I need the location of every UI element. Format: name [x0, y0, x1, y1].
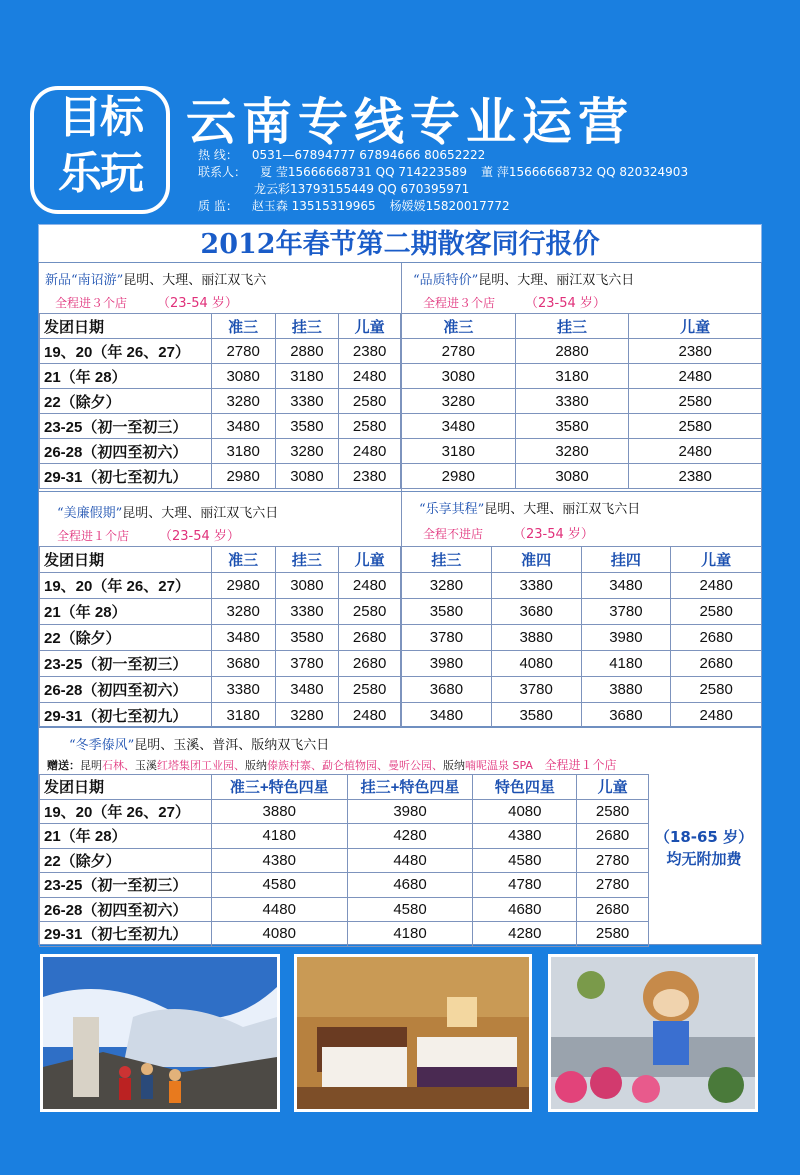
qc-label: 质 监： [198, 199, 238, 213]
price-cell: 3480 [581, 573, 671, 599]
gift-city: 昆明 [80, 759, 102, 772]
table-row [402, 339, 762, 364]
price-cell: 3280 [275, 439, 339, 464]
price-cell: 3780 [275, 651, 339, 677]
price-cell: 4280 [473, 922, 577, 947]
gift-city: 玉溪 [135, 759, 157, 772]
price-cell: 3080 [275, 464, 339, 489]
price-cell: 2480 [339, 703, 401, 729]
price-cell: 3180 [211, 439, 275, 464]
gift-item: 喃呢温泉 SPA [465, 759, 533, 772]
price-cell: 2480 [339, 573, 401, 599]
contact-info [198, 147, 702, 215]
side-surcharge-note: 均无附加费 [666, 850, 742, 868]
price-cell: 2580 [339, 677, 401, 703]
table-row [40, 873, 649, 898]
price-cell: 3380 [275, 389, 339, 414]
price-cell: 3380 [491, 573, 581, 599]
shop-note: 全程进３个店 [55, 296, 128, 310]
column-header: 挂三+特色四星 [347, 775, 473, 800]
price-cell: 4580 [347, 897, 473, 922]
price-cell: 2780 [402, 339, 516, 364]
departure-date: 22（除夕） [40, 625, 212, 651]
contact-1: 夏 莹15666668731 QQ 714223589 [260, 165, 468, 179]
price-cell: 2480 [629, 439, 762, 464]
table-row [402, 651, 762, 677]
contact-3: 龙云彩13793155449 QQ 670395971 [254, 182, 470, 196]
price-cell: 3880 [211, 799, 347, 824]
price-cell: 2980 [402, 464, 516, 489]
price-cell: 3280 [402, 573, 492, 599]
price-table-lexiang [401, 546, 762, 729]
hotel-room-photo [294, 954, 532, 1112]
price-table-dongji [39, 774, 649, 947]
price-cell: 3080 [402, 364, 516, 389]
departure-date: 23-25（初一至初三） [40, 873, 212, 898]
column-header: 儿童 [339, 547, 401, 573]
table-row [402, 389, 762, 414]
price-cell: 2580 [671, 599, 762, 625]
price-cell: 3480 [402, 414, 516, 439]
hotline-numbers: 0531—67894777 67894666 80652222 [251, 148, 486, 162]
price-cell: 3780 [491, 677, 581, 703]
departure-date: 29-31（初七至初九） [40, 464, 212, 489]
hotline-label: 热 线： [198, 148, 238, 162]
price-cell: 2580 [577, 922, 649, 947]
logo-line-1: 目标 [58, 92, 142, 143]
route: 昆明、大理、丽江双飞六日 [484, 502, 641, 517]
table-row [402, 625, 762, 651]
column-header: 准三 [402, 314, 516, 339]
product-name: “美廉假期” [57, 506, 123, 521]
side-age: （18-65 岁） [654, 828, 754, 846]
section-heading-lexiang [419, 498, 640, 517]
product-name: 新品“南诏游” [45, 273, 124, 288]
table-header-row [402, 314, 762, 339]
shop-note: 全程进３个店 [423, 296, 496, 310]
price-cell: 4180 [347, 922, 473, 947]
price-cell: 4680 [473, 897, 577, 922]
price-cell: 4780 [473, 873, 577, 898]
departure-date: 19、20（年 26、27） [40, 573, 212, 599]
departure-date: 23-25（初一至初三） [40, 414, 212, 439]
route: 昆明、玉溪、普洱、版纳双飞六日 [134, 738, 330, 753]
column-header: 特色四星 [473, 775, 577, 800]
price-cell: 3180 [275, 364, 339, 389]
price-cell: 3080 [275, 573, 339, 599]
departure-date: 21（年 28） [40, 824, 212, 849]
gift-city: 版纳 [245, 759, 267, 772]
section-note [423, 523, 594, 542]
section-heading-pinzhi [413, 269, 634, 288]
product-name: “品质特价” [413, 273, 479, 288]
price-cell: 3080 [211, 364, 275, 389]
price-cell: 3880 [491, 625, 581, 651]
section-heading-dongji [69, 734, 329, 753]
price-cell: 3480 [211, 625, 275, 651]
table-row [40, 703, 401, 729]
price-panel-3 [38, 727, 762, 945]
price-cell: 3880 [581, 677, 671, 703]
price-cell: 2680 [339, 625, 401, 651]
gift-item: 红塔集团工业园、 [157, 759, 245, 772]
section-note [57, 525, 240, 544]
route: 昆明、大理、丽江双飞六日 [122, 506, 279, 521]
mountain-tourists-photo [40, 954, 280, 1112]
departure-date: 22（除夕） [40, 389, 212, 414]
table-row [40, 439, 401, 464]
price-cell: 3280 [515, 439, 629, 464]
table-row [402, 677, 762, 703]
price-cell: 2480 [671, 573, 762, 599]
column-header: 发团日期 [40, 775, 212, 800]
departure-date: 19、20（年 26、27） [40, 799, 212, 824]
price-cell: 4080 [491, 651, 581, 677]
price-cell: 3080 [515, 464, 629, 489]
column-header: 儿童 [577, 775, 649, 800]
logo-line-2: 乐玩 [58, 148, 142, 199]
column-header: 挂三 [402, 547, 492, 573]
table-row [402, 464, 762, 489]
price-cell: 2780 [577, 873, 649, 898]
price-cell: 4280 [347, 824, 473, 849]
table-header-row [402, 547, 762, 573]
table-row [40, 389, 401, 414]
price-cell: 4080 [473, 799, 577, 824]
age-range: （23-54 岁） [525, 296, 606, 311]
contact-2: 董 萍15666668732 QQ 820324903 [481, 165, 689, 179]
gift-city: 版纳 [443, 759, 465, 772]
contact-label: 联系人： [198, 165, 247, 179]
table-row [40, 799, 649, 824]
price-cell: 3980 [402, 651, 492, 677]
price-cell: 4080 [211, 922, 347, 947]
age-range: （23-54 岁） [157, 296, 238, 311]
price-table-pinzhi [401, 313, 762, 489]
table-row [402, 599, 762, 625]
price-cell: 2780 [577, 848, 649, 873]
table-row [40, 848, 649, 873]
price-cell: 2580 [339, 389, 401, 414]
price-cell: 2580 [339, 414, 401, 439]
gift-item: 石林、 [102, 759, 135, 772]
price-panel-1 [38, 262, 762, 492]
price-table-nanzhao [39, 313, 401, 489]
price-cell: 2480 [339, 439, 401, 464]
price-cell: 4180 [211, 824, 347, 849]
table-header-row [40, 314, 401, 339]
price-cell: 3780 [402, 625, 492, 651]
shop-note: 全程进１个店 [544, 758, 617, 772]
price-cell: 2380 [339, 464, 401, 489]
price-cell: 4380 [211, 848, 347, 873]
price-cell: 2980 [211, 573, 275, 599]
section-heading-meilian [57, 502, 278, 521]
price-cell: 2680 [577, 824, 649, 849]
side-note [649, 826, 759, 870]
price-cell: 3380 [515, 389, 629, 414]
price-cell: 3680 [581, 703, 671, 729]
column-header: 准四 [491, 547, 581, 573]
price-cell: 3280 [402, 389, 516, 414]
price-cell: 3580 [515, 414, 629, 439]
monkey-mascot-photo [548, 954, 758, 1112]
price-table-meilian [39, 546, 401, 729]
product-name: “乐享其程” [419, 502, 485, 517]
price-cell: 3380 [211, 677, 275, 703]
departure-date: 26-28（初四至初六） [40, 897, 212, 922]
price-cell: 4580 [211, 873, 347, 898]
price-cell: 3680 [491, 599, 581, 625]
price-cell: 4180 [581, 651, 671, 677]
qc-2: 杨媛媛15820017772 [389, 199, 510, 213]
table-row [402, 364, 762, 389]
price-cell: 4680 [347, 873, 473, 898]
price-cell: 3580 [491, 703, 581, 729]
age-range: （23-54 岁） [159, 529, 240, 544]
departure-date: 22（除夕） [40, 848, 212, 873]
price-cell: 2580 [629, 389, 762, 414]
price-cell: 3480 [402, 703, 492, 729]
brand-logo [30, 86, 170, 214]
table-row [402, 573, 762, 599]
route: 昆明、大理、丽江双飞六 [123, 273, 267, 288]
column-header: 准三 [211, 314, 275, 339]
departure-date: 26-28（初四至初六） [40, 439, 212, 464]
price-cell: 4480 [347, 848, 473, 873]
price-cell: 2480 [339, 364, 401, 389]
table-row [402, 703, 762, 729]
column-header: 儿童 [339, 314, 401, 339]
page-title: 云南专线专业运营 [186, 92, 634, 151]
price-cell: 3680 [402, 677, 492, 703]
price-panel-2 [38, 491, 762, 727]
price-cell: 2680 [671, 625, 762, 651]
price-cell: 2580 [671, 677, 762, 703]
column-header: 准三+特色四星 [211, 775, 347, 800]
price-cell: 2680 [577, 897, 649, 922]
price-cell: 3280 [211, 599, 275, 625]
table-row [40, 573, 401, 599]
section-note [55, 292, 238, 311]
departure-date: 21（年 28） [40, 599, 212, 625]
table-header-row [40, 547, 401, 573]
shop-note: 全程进１个店 [57, 529, 130, 543]
table-row [40, 364, 401, 389]
price-cell: 3280 [275, 703, 339, 729]
price-cell: 3380 [275, 599, 339, 625]
gift-label: 赠送： [47, 759, 80, 772]
table-row [40, 824, 649, 849]
departure-date: 19、20（年 26、27） [40, 339, 212, 364]
departure-date: 23-25（初一至初三） [40, 651, 212, 677]
table-row [402, 414, 762, 439]
price-cell: 4380 [473, 824, 577, 849]
price-cell: 2680 [339, 651, 401, 677]
price-cell: 2580 [339, 599, 401, 625]
departure-date: 29-31（初七至初九） [40, 703, 212, 729]
price-cell: 2580 [629, 414, 762, 439]
column-header: 挂三 [515, 314, 629, 339]
table-header-row [40, 775, 649, 800]
price-cell: 2380 [339, 339, 401, 364]
price-cell: 3180 [402, 439, 516, 464]
table-row [402, 439, 762, 464]
gift-line [47, 756, 616, 773]
price-cell: 3580 [275, 625, 339, 651]
price-cell: 2580 [577, 799, 649, 824]
age-range: （23-54 岁） [513, 527, 594, 542]
table-row [40, 897, 649, 922]
price-cell: 2980 [211, 464, 275, 489]
price-cell: 2880 [515, 339, 629, 364]
column-header: 儿童 [629, 314, 762, 339]
qc-1: 赵玉森 13515319965 [251, 199, 376, 213]
price-cell: 4480 [211, 897, 347, 922]
departure-date: 29-31（初七至初九） [40, 922, 212, 947]
table-row [40, 414, 401, 439]
departure-date: 21（年 28） [40, 364, 212, 389]
price-cell: 2680 [671, 651, 762, 677]
price-cell: 3480 [211, 414, 275, 439]
price-cell: 2880 [275, 339, 339, 364]
table-row [40, 922, 649, 947]
price-cell: 3480 [275, 677, 339, 703]
price-cell: 2480 [629, 364, 762, 389]
price-cell: 3980 [347, 799, 473, 824]
table-row [40, 464, 401, 489]
column-header: 挂四 [581, 547, 671, 573]
price-cell: 3780 [581, 599, 671, 625]
departure-date: 26-28（初四至初六） [40, 677, 212, 703]
price-cell: 3280 [211, 389, 275, 414]
table-row [40, 651, 401, 677]
route: 昆明、大理、丽江双飞六日 [478, 273, 635, 288]
table-row [40, 339, 401, 364]
price-cell: 3580 [402, 599, 492, 625]
price-cell: 2380 [629, 464, 762, 489]
price-cell: 3180 [515, 364, 629, 389]
product-name: “冬季傣风” [69, 738, 135, 753]
price-cell: 3180 [211, 703, 275, 729]
price-cell: 2780 [211, 339, 275, 364]
price-cell: 4580 [473, 848, 577, 873]
price-subtitle: 2012年春节第二期散客同行报价 [38, 224, 762, 266]
column-header: 发团日期 [40, 314, 212, 339]
column-header: 挂三 [275, 314, 339, 339]
price-cell: 3580 [275, 414, 339, 439]
shop-note: 全程不进店 [423, 527, 484, 541]
table-row [40, 625, 401, 651]
table-row [40, 677, 401, 703]
column-header: 发团日期 [40, 547, 212, 573]
table-row [40, 599, 401, 625]
price-cell: 3980 [581, 625, 671, 651]
price-cell: 2380 [629, 339, 762, 364]
column-header: 儿童 [671, 547, 762, 573]
section-note [423, 292, 606, 311]
gift-item: 傣族村寨、勐仑植物园、曼听公园、 [267, 759, 443, 772]
column-header: 准三 [211, 547, 275, 573]
section-heading-nanzhao [45, 269, 266, 288]
price-cell: 2480 [671, 703, 762, 729]
column-header: 挂三 [275, 547, 339, 573]
price-cell: 3680 [211, 651, 275, 677]
